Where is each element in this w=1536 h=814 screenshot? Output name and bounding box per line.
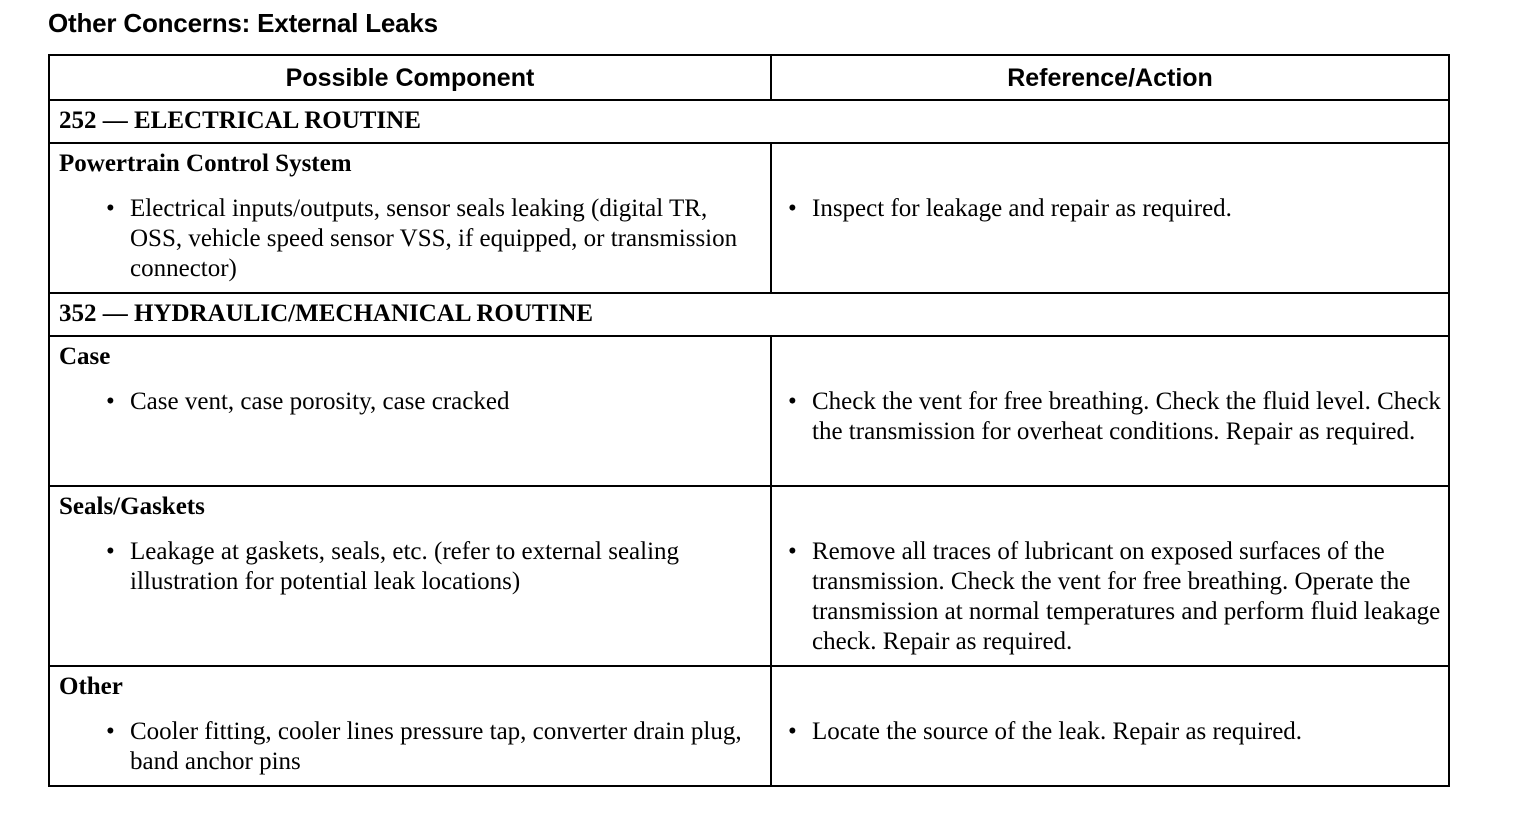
group-title: Other bbox=[59, 673, 123, 700]
routine-row-hydraulic-mechanical bbox=[49, 293, 1449, 336]
column-header-possible-component: Possible Component bbox=[49, 55, 771, 100]
column-header-reference-action: Reference/Action bbox=[771, 55, 1449, 100]
action-item bbox=[772, 387, 1448, 447]
action-item bbox=[772, 194, 1448, 224]
action-text: Locate the source of the leak. Repair as required. bbox=[812, 718, 1303, 745]
component-item bbox=[50, 387, 770, 417]
group-title: Case bbox=[59, 343, 111, 370]
table-row bbox=[49, 143, 1449, 293]
component-text: Leakage at gaskets, seals, etc. (refer to external sealing illustration for potential leak locations) bbox=[130, 538, 680, 595]
routine-label: 252 — ELECTRICAL ROUTINE bbox=[49, 100, 1449, 143]
bullet-icon: • bbox=[106, 538, 115, 565]
bullet-icon: • bbox=[788, 195, 797, 222]
action-cell bbox=[771, 486, 1449, 666]
component-text: Electrical inputs/outputs, sensor seals leaking (digital TR, OSS, vehicle speed sensor VSS, if equipped, or transmission connector) bbox=[130, 195, 738, 282]
bullet-icon: • bbox=[788, 718, 797, 745]
action-text: Check the vent for free breathing. Check the fluid level. Check the transmission for overheat conditions. Repair as required. bbox=[812, 388, 1441, 445]
component-item bbox=[50, 717, 770, 777]
bullet-icon: • bbox=[788, 388, 797, 415]
action-cell bbox=[771, 336, 1449, 486]
component-text: Case vent, case porosity, case cracked bbox=[130, 388, 510, 415]
routine-label: 352 — HYDRAULIC/MECHANICAL ROUTINE bbox=[49, 293, 1449, 336]
group-title: Powertrain Control System bbox=[59, 150, 352, 177]
table-row bbox=[49, 666, 1449, 786]
action-text: Remove all traces of lubricant on exposed surfaces of the transmission. Check the vent for free breathing. Operate the transmission at normal temperatures and perform fluid leakage check. Repair as required. bbox=[812, 538, 1441, 655]
component-cell bbox=[49, 486, 771, 666]
bullet-icon: • bbox=[106, 388, 115, 415]
table-row bbox=[49, 486, 1449, 666]
group-title: Seals/Gaskets bbox=[59, 493, 205, 520]
bullet-icon: • bbox=[788, 538, 797, 565]
action-text: Inspect for leakage and repair as required. bbox=[812, 195, 1232, 222]
page-title: Other Concerns: External Leaks bbox=[48, 8, 438, 38]
table-row bbox=[49, 336, 1449, 486]
component-cell bbox=[49, 666, 771, 786]
component-item bbox=[50, 194, 770, 284]
component-text: Cooler fitting, cooler lines pressure tap, converter drain plug, band anchor pins bbox=[130, 718, 742, 775]
action-item bbox=[772, 717, 1448, 747]
component-item bbox=[50, 537, 770, 597]
action-item bbox=[772, 537, 1448, 657]
routine-row-electrical bbox=[49, 100, 1449, 143]
concerns-table bbox=[48, 54, 1450, 787]
table-header-row bbox=[49, 55, 1449, 100]
bullet-icon: • bbox=[106, 718, 115, 745]
action-cell bbox=[771, 143, 1449, 293]
component-cell bbox=[49, 336, 771, 486]
action-cell bbox=[771, 666, 1449, 786]
bullet-icon: • bbox=[106, 195, 115, 222]
component-cell bbox=[49, 143, 771, 293]
